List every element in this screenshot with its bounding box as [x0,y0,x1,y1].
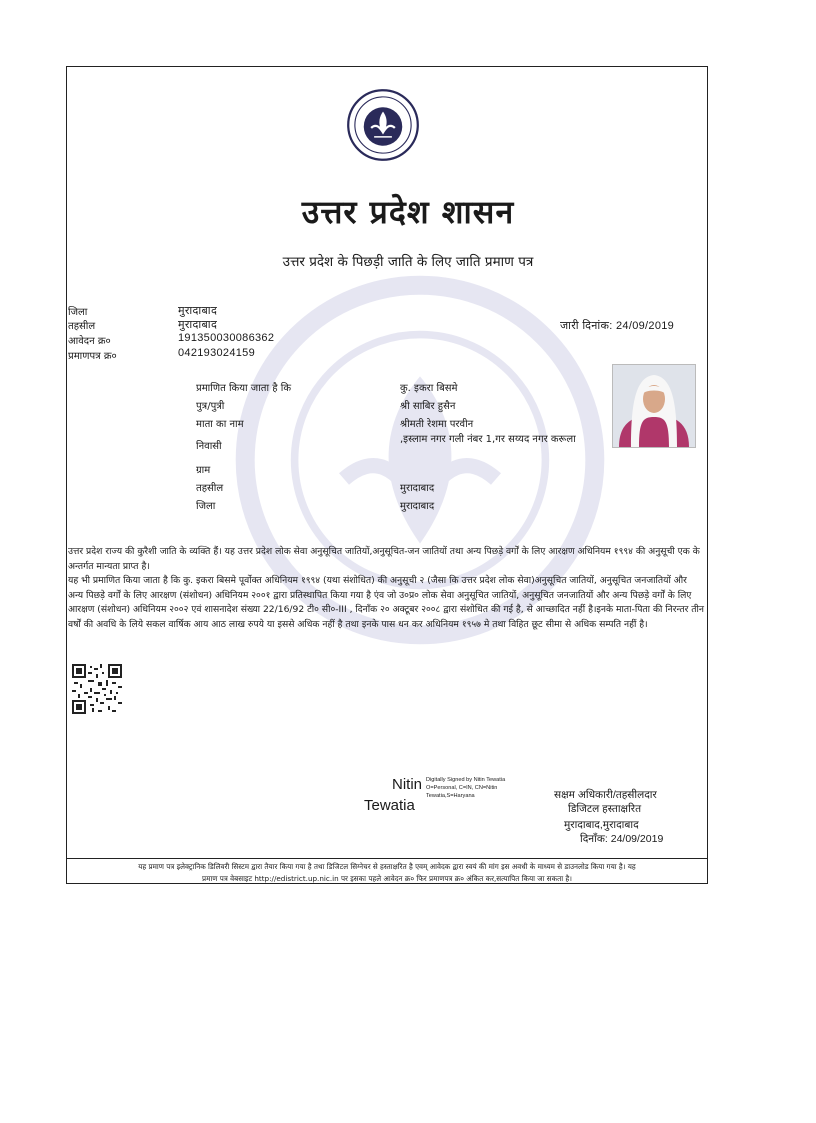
detail-district-value: मुरादाबाद [400,501,435,512]
detail-tehsil-value: मुरादाबाद [400,483,435,494]
father-name: श्री साबिर हुसैन [400,401,456,412]
footer-line-1: यह प्रमाण पत्र इलेक्ट्रानिक डिलिवरी सिस्टम द्वारा तैयार किया गया है तथा डिजिटल सिग्नेचर से हस्ताक्षरित है एवम् आवेदक द्वारा स्वयं की मांग इस अवधी के माध्यम से डाउनलोड किया गया है। यह [138,862,636,871]
certificate-number-value: 042193024159 [178,347,256,359]
authority-date: दिनाँक: 24/09/2019 [580,833,664,845]
village-label: ग्राम [196,465,211,476]
qr-code-icon [72,664,122,714]
son-daughter-label: पुत्र/पुत्री [196,401,225,412]
tehsil-value: मुरादाबाद [178,319,218,331]
detail-tehsil-label: तहसील [196,483,224,494]
authority-location: मुरादाबाद,मुरादाबाद [564,819,639,831]
applicant-photo [612,364,696,448]
certificate-paragraph-1: उत्तर प्रदेश राज्य की कुरैशी जाति के व्यक्ति हैं। यह उत्तर प्रदेश लोक सेवा अनुसूचित जातियों,अनुसूचित-जन जातियों तथा अन्य पिछड़े वर्गों के लिए आरक्षण अधिनियम १९९४ की अनुसूची एक के अन्तर्गत मान्यता प्राप्त है। [68,546,700,572]
detail-district-label: जिला [196,501,216,512]
signer-last-name: Tewatia [364,797,415,814]
resident-label: निवासी [196,441,222,452]
certificate-number-label: प्रमाणपत्र क्र० [68,351,117,362]
up-government-seal-icon [346,88,420,162]
mother-label: माता का नाम [196,419,244,430]
issue-date: जारी दिनांक: 24/09/2019 [560,320,675,332]
application-number-value: 191350030086362 [178,332,275,344]
certificate-footer [66,858,708,884]
applicant-name: कु. इकरा बिसमे [400,383,458,394]
page-title: उत्तर प्रदेश शासन [301,193,515,231]
digitally-signed-label: डिजिटल हस्ताक्षरित [568,803,642,815]
signer-first-name: Nitin [392,776,423,793]
resident-address: ,इस्लाम नगर गली नंबर 1,गर सय्यद नगर करूला [400,434,576,445]
district-label: जिला [68,307,88,318]
certificate-subtitle: उत्तर प्रदेश के पिछड़ी जाति के लिए जाति प्रमाण पत्र [282,254,534,270]
authority-title: सक्षम अधिकारी/तहसीलदार [554,789,657,801]
certificate-paragraph-2: यह भी प्रमाणित किया जाता है कि कु. इकरा बिसमे पूर्वोक्त अधिनियम १९९४ (यथा संशोधित) की अनुसूची २ (जैसा कि उत्तर प्रदेश लोक सेवा)अनुसूचित जातियों, अनुसूचित जनजातियों और अन्य पिछड़े वर्गों के लिए आरक्षण (संशोधन) अधिनियम २००१ द्वारा प्रतिस्थापित किया गया है एंव जो उ०प्र० लोक सेवा अनुसूचित जातियों, अनुसूचित जनजातियों और अन्य पिछड़े वर्गों के लिए आरक्षण (संशोधन) अधिनियम २००२ एवं शासनादेश संख्या 22/16/92 टी० सी०-III , दिनाँक २० अक्टूबर २००८ द्वारा संशोधित की गई है, से आच्छादित नहीं है।इनके माता-पिता की निरन्तर तीन वर्षों की अवधि के लिये सकल वार्षिक आय आठ लाख रुपये या इससे अधिक नहीं है तथा इनके पास धन कर अधिनियम १९५७ मे तथा विहित छूट सीमा से अधिक सम्पति नहीं है। [68,575,705,630]
footer-line-2: प्रमाण पत्र वेबसाइट http://edistrict.up.nic.in पर इसका पहले आवेदन क्र० फिर प्रमाणपत्र क्र० अंकित कर,सत्यापित किया जा सकता है। [202,874,572,883]
tehsil-label: तहसील [68,321,96,332]
mother-name: श्रीमती रेशमा परवीन [400,419,474,430]
certify-label: प्रमाणित किया जाता है कि [196,383,292,394]
application-number-label: आवेदन क्र० [68,336,111,347]
district-value: मुरादाबाद [178,305,218,317]
certificate-border [66,66,708,884]
digital-signature-note: Digitally Signed by Nitin Tewatia O=Personal, C=IN, CN=Nitin Tewatia,S=Haryana [426,777,506,799]
